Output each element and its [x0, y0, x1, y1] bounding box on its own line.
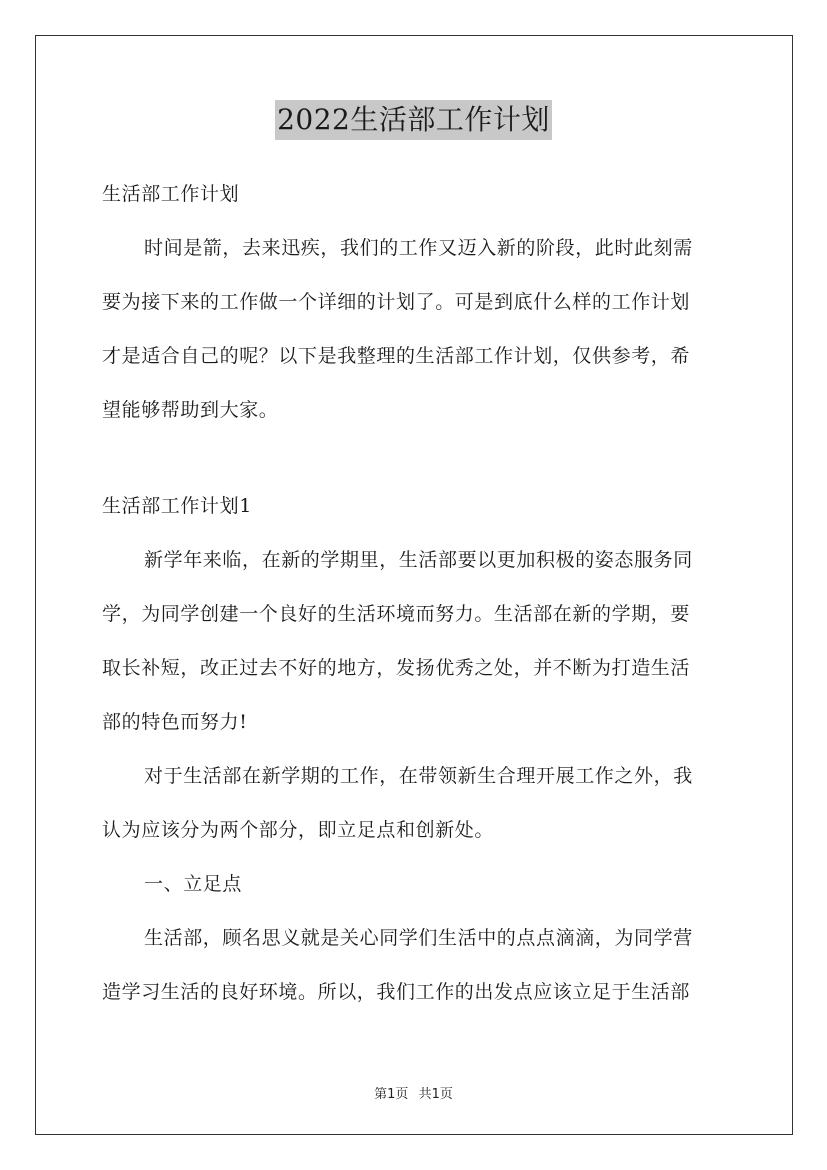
intro-line: 才是适合自己的呢？以下是我整理的生活部工作计划，仅供参考，希 — [102, 345, 691, 367]
paragraph-line: 新学年来临，在新的学期里，生活部要以更加积极的姿态服务同 — [144, 549, 693, 571]
subheading: 一、立足点 — [144, 873, 243, 895]
page-total: 共1页 — [418, 1087, 453, 1102]
paragraph-line: 对于生活部在新学期的工作，在带领新生合理开展工作之外，我 — [144, 765, 693, 787]
paragraph-line: 生活部，顾名思义就是关心同学们生活中的点点滴滴，为同学营 — [144, 927, 693, 949]
plan1-heading: 生活部工作计划1 — [102, 495, 252, 517]
page-number: 第1页 — [374, 1087, 409, 1102]
intro-line: 望能够帮助到大家。 — [102, 399, 279, 421]
paragraph-line: 学，为同学创建一个良好的生活环境而努力。生活部在新的学期，要 — [102, 603, 691, 625]
intro-line: 时间是箭，去来迅疾，我们的工作又迈入新的阶段，此时此刻需 — [144, 237, 693, 259]
document-title[interactable]: 2022生活部工作计划 — [275, 100, 552, 140]
paragraph-line: 造学习生活的良好环境。所以，我们工作的出发点应该立足于生活部 — [102, 981, 691, 1003]
title-container — [0, 100, 827, 140]
paragraph-line: 认为应该分为两个部分，即立足点和创新处。 — [102, 819, 495, 841]
section-heading: 生活部工作计划 — [102, 183, 240, 205]
paragraph-line: 部的特色而努力! — [102, 711, 248, 733]
document-body — [102, 174, 726, 1026]
page-footer — [0, 1083, 827, 1102]
intro-line: 要为接下来的工作做一个详细的计划了。可是到底什么样的工作计划 — [102, 291, 691, 313]
paragraph-line: 取长补短，改正过去不好的地方，发扬优秀之处，并不断为打造生活 — [102, 657, 691, 679]
